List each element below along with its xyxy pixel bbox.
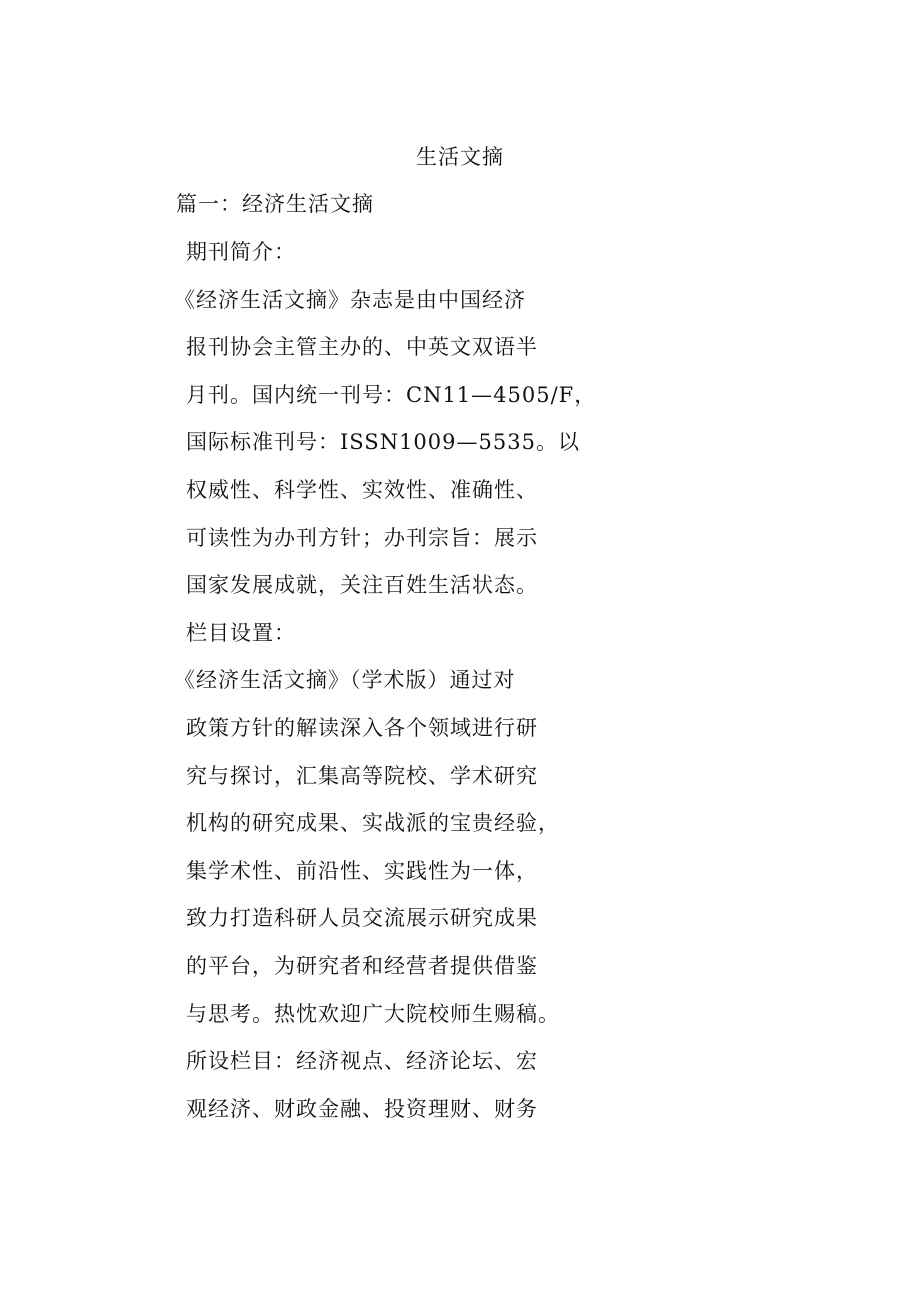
text-line: 集学术性、前沿性、实践性为一体， (186, 858, 538, 883)
text-line: 期刊简介： (186, 240, 296, 264)
text-line: 致力打造科研人员交流展示研究成果 (186, 906, 538, 931)
section-heading: 篇一：经济生活文摘 (176, 192, 374, 216)
text-line: 与思考。热忱欢迎广大院校师生赐稿。 (186, 1001, 560, 1026)
text-line: 《经济生活文摘》杂志是由中国经济 (174, 287, 526, 312)
text-line: 《经济生活文摘》（学术版）通过对 (174, 668, 516, 693)
text-line: 国家发展成就，关注百姓生活状态。 (186, 573, 538, 598)
text-line: 权威性、科学性、实效性、准确性、 (186, 477, 538, 502)
text-line: 栏目设置： (186, 620, 296, 645)
text-line: 月刊。国内统一刊号：CN11—4505/F， (186, 382, 597, 407)
text-line: 观经济、财政金融、投资理财、财务 (186, 1096, 538, 1121)
text-line: 机构的研究成果、实战派的宝贵经验， (186, 811, 560, 836)
text-line: 可读性为办刊方针；办刊宗旨：展示 (186, 525, 538, 550)
text-line: 究与探讨，汇集高等院校、学术研究 (186, 763, 538, 788)
text-line: 所设栏目：经济视点、经济论坛、宏 (186, 1049, 538, 1074)
document-title: 生活文摘 (416, 145, 504, 169)
text-line: 的平台，为研究者和经营者提供借鉴 (186, 953, 538, 978)
text-line: 报刊协会主管主办的、中英文双语半 (186, 335, 538, 360)
text-line: 政策方针的解读深入各个领域进行研 (186, 715, 538, 740)
text-line: 国际标准刊号：ISSN1009—5535。以 (186, 430, 580, 455)
body-text (174, 237, 597, 1141)
